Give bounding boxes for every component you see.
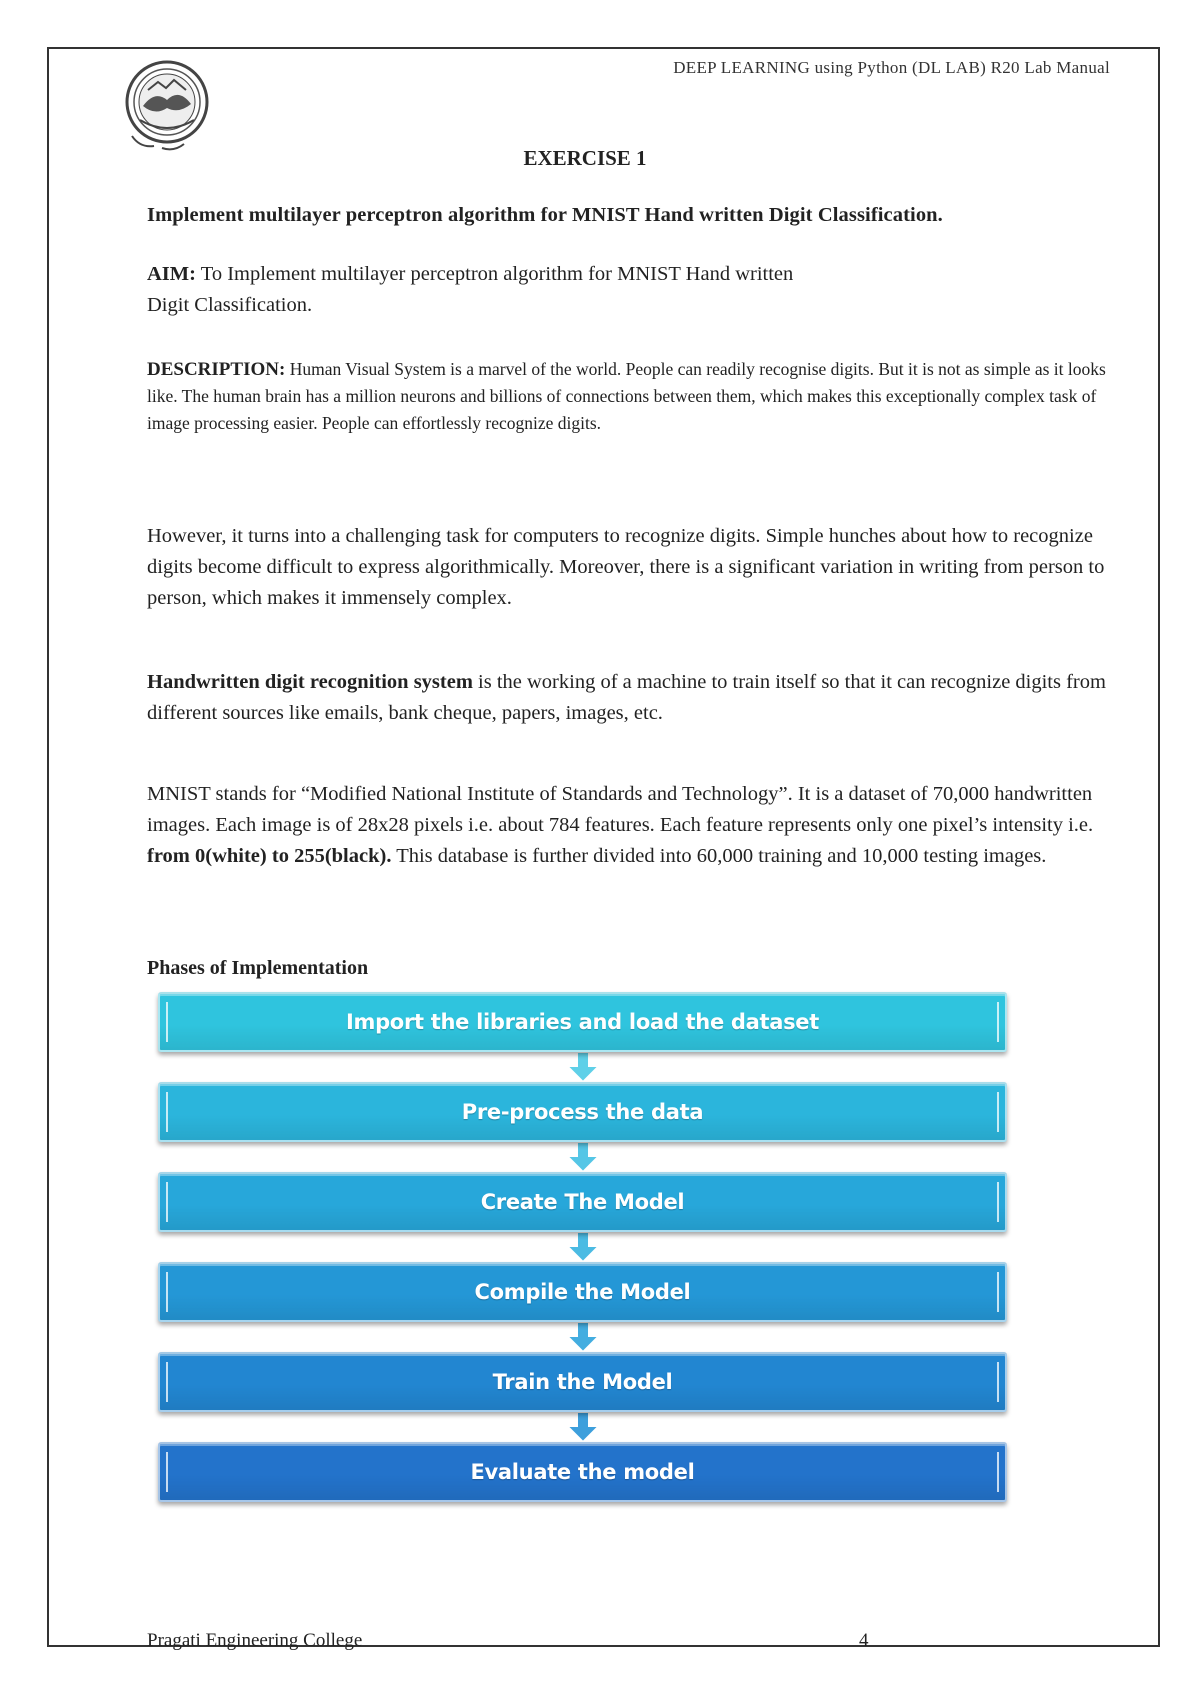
header-title: DEEP LEARNING using Python (DL LAB) R20 Lab Manual (673, 58, 1110, 77)
down-arrow-icon (158, 1232, 1007, 1262)
exercise-title: EXERCISE 1 (523, 146, 647, 170)
college-logo (118, 56, 216, 154)
handwritten-text: is the working of a machine to train itself so that it can recognize digits from different sources like emails, bank cheque, papers, images, etc. (147, 671, 1106, 724)
description-text: Human Visual System is a marvel of the world. People can readily recognise digits. But it is not as simple as it looks like. The human brain has a million neurons and billions of connections between them, which makes this exceptionally complex task of image processing easier. People can effortlessly recognize digits. (147, 359, 1106, 433)
mnist-text-after: This database is further divided into 60,000 training and 10,000 testing images. (391, 845, 1047, 867)
handwritten-bold: Handwritten digit recognition system (147, 671, 473, 693)
phase-step-6: Evaluate the model (158, 1442, 1007, 1502)
mnist-text-before: MNIST stands for “Modified National Institute of Standards and Technology”. It is a dataset of 70,000 handwritten images. Each image is of 28x28 pixels i.e. about 784 features. Each feature represents only one pixel’s intensity i.e. (147, 783, 1094, 836)
phase-step-4: Compile the Model (158, 1262, 1007, 1322)
down-arrow-icon (158, 1412, 1007, 1442)
mnist-bold: from 0(white) to 255(black). (147, 845, 392, 867)
aim-paragraph (147, 259, 1107, 321)
aim-label: AIM: (147, 263, 196, 285)
phase-step-1: Import the libraries and load the dataset (158, 992, 1007, 1052)
phases-flowchart (158, 992, 1007, 1502)
main-heading: Implement multilayer perceptron algorithm for MNIST Hand written Digit Classification. (147, 204, 943, 226)
page-number: 4 (859, 1630, 869, 1651)
down-arrow-icon (158, 1052, 1007, 1082)
mnist-paragraph (147, 779, 1107, 872)
handwritten-paragraph (147, 667, 1107, 729)
description-label: DESCRIPTION: (147, 359, 286, 380)
phase-step-3: Create The Model (158, 1172, 1007, 1232)
footer-college: Pragati Engineering College (147, 1630, 363, 1651)
down-arrow-icon (158, 1322, 1007, 1352)
phases-heading: Phases of Implementation (147, 957, 369, 979)
challenge-paragraph: However, it turns into a challenging task for computers to recognize digits. Simple hunches about how to recognize digits become difficult to express algorithmically. Moreover, there is a significant variation in writing from person to person, which makes it immensely complex. (147, 525, 1105, 609)
phase-step-2: Pre-process the data (158, 1082, 1007, 1142)
aim-text-line1: To Implement multilayer perceptron algorithm for MNIST Hand written (195, 263, 794, 285)
aim-text-line2: Digit Classification. (147, 294, 313, 316)
down-arrow-icon (158, 1142, 1007, 1172)
phase-step-5: Train the Model (158, 1352, 1007, 1412)
description-paragraph (147, 356, 1107, 437)
